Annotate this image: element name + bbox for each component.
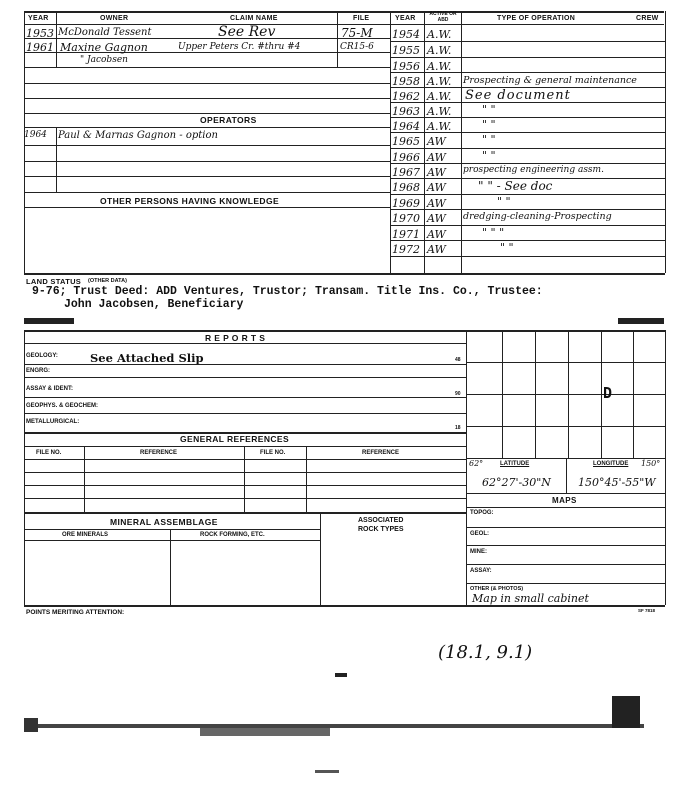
activity-status: AW bbox=[427, 166, 446, 179]
activity-operation: " " bbox=[482, 133, 496, 146]
activity-year: 1969 bbox=[392, 197, 420, 210]
claim-name-1: See Rev bbox=[218, 24, 276, 40]
activity-status: AW bbox=[427, 151, 446, 164]
reference-header-2: REFERENCE bbox=[362, 450, 400, 456]
associated-rock-label-1: ASSOCIATED bbox=[358, 517, 404, 524]
margin-number: 48 bbox=[455, 357, 461, 363]
scan-artifact bbox=[315, 770, 339, 773]
activity-operation: Prospecting & general maintenance bbox=[463, 75, 637, 86]
location-mark: D bbox=[603, 384, 613, 402]
activity-operation: " " " bbox=[482, 226, 505, 239]
file-no-header-2: FILE NO. bbox=[260, 450, 286, 456]
land-status-line-1: 9-76; Trust Deed: ADD Ventures, Trustor; Transam. Title Ins. Co., Trustee: bbox=[32, 285, 543, 298]
owner-name-1: McDonald Tessent bbox=[58, 27, 152, 38]
owner-name-2: Maxine Gagnon bbox=[60, 41, 148, 54]
activity-status: A.W. bbox=[427, 75, 452, 88]
activity-year: 1954 bbox=[392, 28, 420, 41]
mineral-assemblage-title: MINERAL ASSEMBLAGE bbox=[110, 517, 218, 527]
col-year: YEAR bbox=[28, 15, 49, 22]
activity-year: 1965 bbox=[392, 135, 420, 148]
activity-operation: " " bbox=[482, 149, 496, 162]
reference-header: REFERENCE bbox=[140, 450, 178, 456]
activity-operation: " " bbox=[497, 195, 511, 208]
associated-rock-label-2: ROCK TYPES bbox=[358, 526, 404, 533]
scan-artifact bbox=[618, 318, 664, 324]
scan-artifact bbox=[24, 318, 74, 324]
activity-status: A.W. bbox=[427, 90, 452, 103]
claim-name-2: Upper Peters Cr. #thru #4 bbox=[178, 42, 301, 52]
activity-operation: " " bbox=[482, 103, 496, 116]
col-active-or-abd: ACTIVE OR ABD bbox=[429, 11, 457, 23]
col-crew: CREW bbox=[636, 15, 659, 22]
scan-artifact bbox=[24, 718, 38, 732]
activity-year: 1956 bbox=[392, 60, 420, 73]
activity-year: 1970 bbox=[392, 212, 420, 225]
left-degree: 62° bbox=[469, 459, 484, 468]
activity-year: 1964 bbox=[392, 120, 420, 133]
activity-status: A.W. bbox=[427, 105, 452, 118]
geology-label: GEOLOGY: bbox=[26, 353, 58, 359]
margin-number: 18 bbox=[455, 425, 461, 431]
activity-status: AW bbox=[427, 135, 446, 148]
coordinate-note: (18.1, 9.1) bbox=[438, 642, 533, 663]
activity-status: AW bbox=[427, 197, 446, 210]
right-degree: 150° bbox=[641, 459, 661, 468]
rock-forming-header: ROCK FORMING, ETC. bbox=[200, 532, 265, 538]
scan-artifact bbox=[612, 696, 640, 728]
activity-status: A.W. bbox=[427, 44, 452, 57]
col-year-2: YEAR bbox=[395, 15, 416, 22]
land-status-label: LAND STATUS bbox=[26, 277, 82, 286]
metallurgical-label: METALLURGICAL: bbox=[26, 419, 80, 425]
activity-status: AW bbox=[427, 181, 446, 194]
operators-title: OPERATORS bbox=[200, 115, 257, 125]
activity-year: 1962 bbox=[392, 90, 420, 103]
other-photos-label: OTHER (& PHOTOS) bbox=[470, 586, 524, 592]
longitude-label: LONGITUDE bbox=[593, 461, 629, 467]
file-2: CR15-6 bbox=[340, 42, 374, 52]
col-file: FILE bbox=[353, 15, 370, 22]
maps-title: MAPS bbox=[552, 496, 577, 505]
activity-year: 1968 bbox=[392, 181, 420, 194]
geol-label: GEOL: bbox=[470, 531, 489, 537]
col-type-of-operation: TYPE OF OPERATION bbox=[497, 15, 576, 22]
activity-operation: " " - See doc bbox=[478, 179, 553, 193]
activity-year: 1966 bbox=[392, 151, 420, 164]
activity-year: 1963 bbox=[392, 105, 420, 118]
scan-artifact bbox=[200, 728, 330, 736]
latitude-label: LATITUDE bbox=[500, 461, 530, 467]
engrg-label: ENGRG: bbox=[26, 368, 50, 374]
activity-status: A.W. bbox=[427, 60, 452, 73]
assay-label: ASSAY & IDENT: bbox=[26, 386, 74, 392]
land-status-sublabel: (OTHER DATA) bbox=[88, 278, 127, 284]
operator-year: 1964 bbox=[24, 130, 47, 140]
file-1: 75-M bbox=[341, 26, 373, 40]
activity-status: AW bbox=[427, 243, 446, 256]
col-claim-name: CLAIM NAME bbox=[230, 15, 278, 22]
activity-operation: See document bbox=[465, 88, 571, 103]
scan-artifact bbox=[24, 724, 644, 728]
general-references-title: GENERAL REFERENCES bbox=[180, 434, 290, 444]
file-no-header: FILE NO. bbox=[36, 450, 62, 456]
geophys-label: GEOPHYS. & GEOCHEM: bbox=[26, 403, 99, 409]
activity-operation: dredging-cleaning-Prospecting bbox=[463, 211, 612, 222]
assay-map-label: ASSAY: bbox=[470, 568, 492, 574]
activity-status: AW bbox=[427, 212, 446, 225]
margin-number: 90 bbox=[455, 391, 461, 397]
activity-year: 1971 bbox=[392, 228, 420, 241]
land-status-line-2: John Jacobsen, Beneficiary bbox=[64, 298, 244, 311]
topog-label: TOPOG: bbox=[470, 510, 494, 516]
geology-value: See Attached Slip bbox=[90, 351, 204, 365]
latitude-value: 62°27'-30"N bbox=[482, 476, 551, 489]
scan-artifact bbox=[335, 673, 347, 677]
owner-year-2: 1961 bbox=[26, 41, 54, 54]
activity-year: 1972 bbox=[392, 243, 420, 256]
reports-title: R E P O R T S bbox=[205, 333, 266, 343]
operator-name: Paul & Marnas Gagnon - option bbox=[58, 130, 218, 141]
points-meriting-attention-label: POINTS MERITING ATTENTION: bbox=[26, 609, 125, 616]
activity-status: AW bbox=[427, 228, 446, 241]
other-persons-title: OTHER PERSONS HAVING KNOWLEDGE bbox=[100, 196, 280, 206]
other-photos-value: Map in small cabinet bbox=[472, 592, 589, 605]
owner-year-1: 1953 bbox=[26, 27, 54, 40]
mine-label: MINE: bbox=[470, 549, 487, 555]
activity-year: 1955 bbox=[392, 44, 420, 57]
activity-status: A.W. bbox=[427, 28, 452, 41]
activity-operation: prospecting engineering assm. bbox=[463, 165, 604, 175]
activity-operation: " " bbox=[482, 118, 496, 131]
owner-name-3: " Jacobsen bbox=[80, 55, 128, 65]
activity-status: A.W. bbox=[427, 120, 452, 133]
col-owner: OWNER bbox=[100, 15, 129, 22]
activity-year: 1967 bbox=[392, 166, 420, 179]
longitude-value: 150°45'-55"W bbox=[578, 476, 656, 489]
activity-year: 1958 bbox=[392, 75, 420, 88]
form-number: SF 7818 bbox=[638, 608, 656, 613]
ore-minerals-header: ORE MINERALS bbox=[62, 532, 109, 538]
activity-operation: " " bbox=[500, 241, 514, 254]
